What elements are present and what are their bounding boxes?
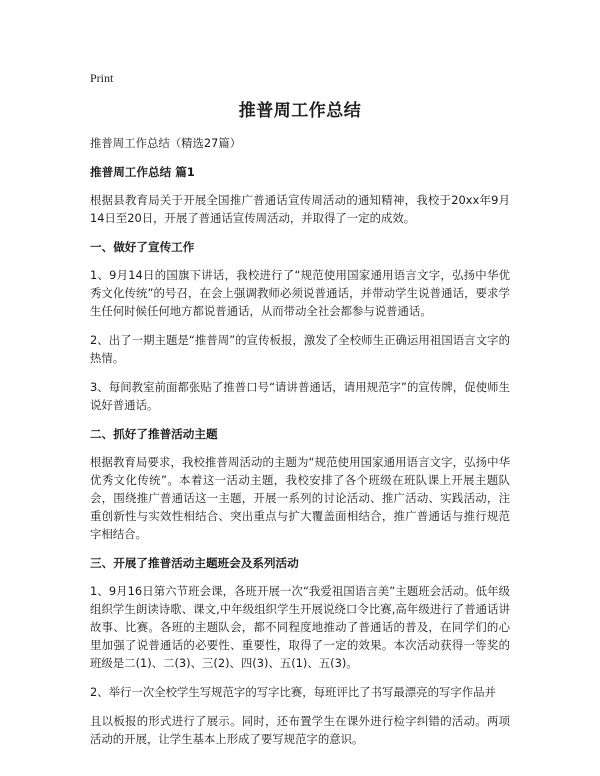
section-heading: 一、做好了宣传工作 [90, 240, 195, 254]
article-body [90, 134, 510, 754]
paragraph: 3、每间教室前面都张贴了推普口号“请讲普通话，请用规范字”的宣传牌，促使师生说好普通话。 [90, 380, 510, 412]
subtitle: 推普周工作总结（精选27篇） [90, 136, 242, 150]
print-link[interactable]: Print [90, 71, 114, 85]
paragraph: 2、举行一次全校学生写规范字的写字比赛，每班评比了书写最漂亮的写字作品并 [90, 685, 496, 699]
paragraph: 2、出了一期主题是“推普周”的宣传板报，激发了全校师生正确运用祖国语言文字的热情。 [90, 333, 510, 365]
article-heading: 推普周工作总结 篇1 [90, 165, 195, 179]
intro-paragraph: 根据县教育局关于开展全国推广普通话宣传周活动的通知精神，我校于20xx年9月14日至20日，开展了普通话宣传周活动，并取得了一定的成效。 [90, 193, 510, 225]
page-title: 推普周工作总结 [238, 101, 362, 121]
section-heading: 二、抓好了推普活动主题 [90, 427, 218, 441]
paragraph: 且以板报的形式进行了展示。同时，还布置学生在课外进行检字纠错的活动。两项活动的开展，让学生基本上形成了要写规范字的意识。 [90, 714, 510, 746]
paragraph: 1、9月14日的国旗下讲话，我校进行了“规范使用国家通用语言文字，弘扬中华优秀文化传统”的号召，在会上强调教师必须说普通话，并带动学生说普通话，要求学生任何时候任何地方都说普通话，从而带动全社会都参与说普通话。 [90, 268, 510, 318]
section-heading: 三、开展了推普活动主题班会及系列活动 [90, 556, 299, 570]
paragraph: 根据教育局要求，我校推普周活动的主题为“规范使用国家通用语言文字，弘扬中华优秀文化传统”。本着这一活动主题，我校安排了各个班级在班队课上开展主题队会，围绕推广普通话这一主题，开展一系列的讨论活动、推广活动、实践活动，注重创新性与实效性相结合、突出重点与扩大覆盖面相结合，推广普通话与推行规范字相结合。 [90, 455, 510, 541]
paragraph: 1、9月16日第六节班会课，各班开展一次“我爱祖国语言美”主题班会活动。低年级组织学生朗读诗歌、课文,中年级组织学生开展说绕口令比赛,高年级进行了普通话讲故事、比赛。各班的主题队会，都不同程度地推动了普通话的普及，在同学们的心里加强了说普通话的必要性、重要性，取得了一定的效果。本次活动获得一等奖的班级是二(1)、二(3)、三(2)、四(3)、五(1)、五(3)。 [90, 584, 510, 670]
